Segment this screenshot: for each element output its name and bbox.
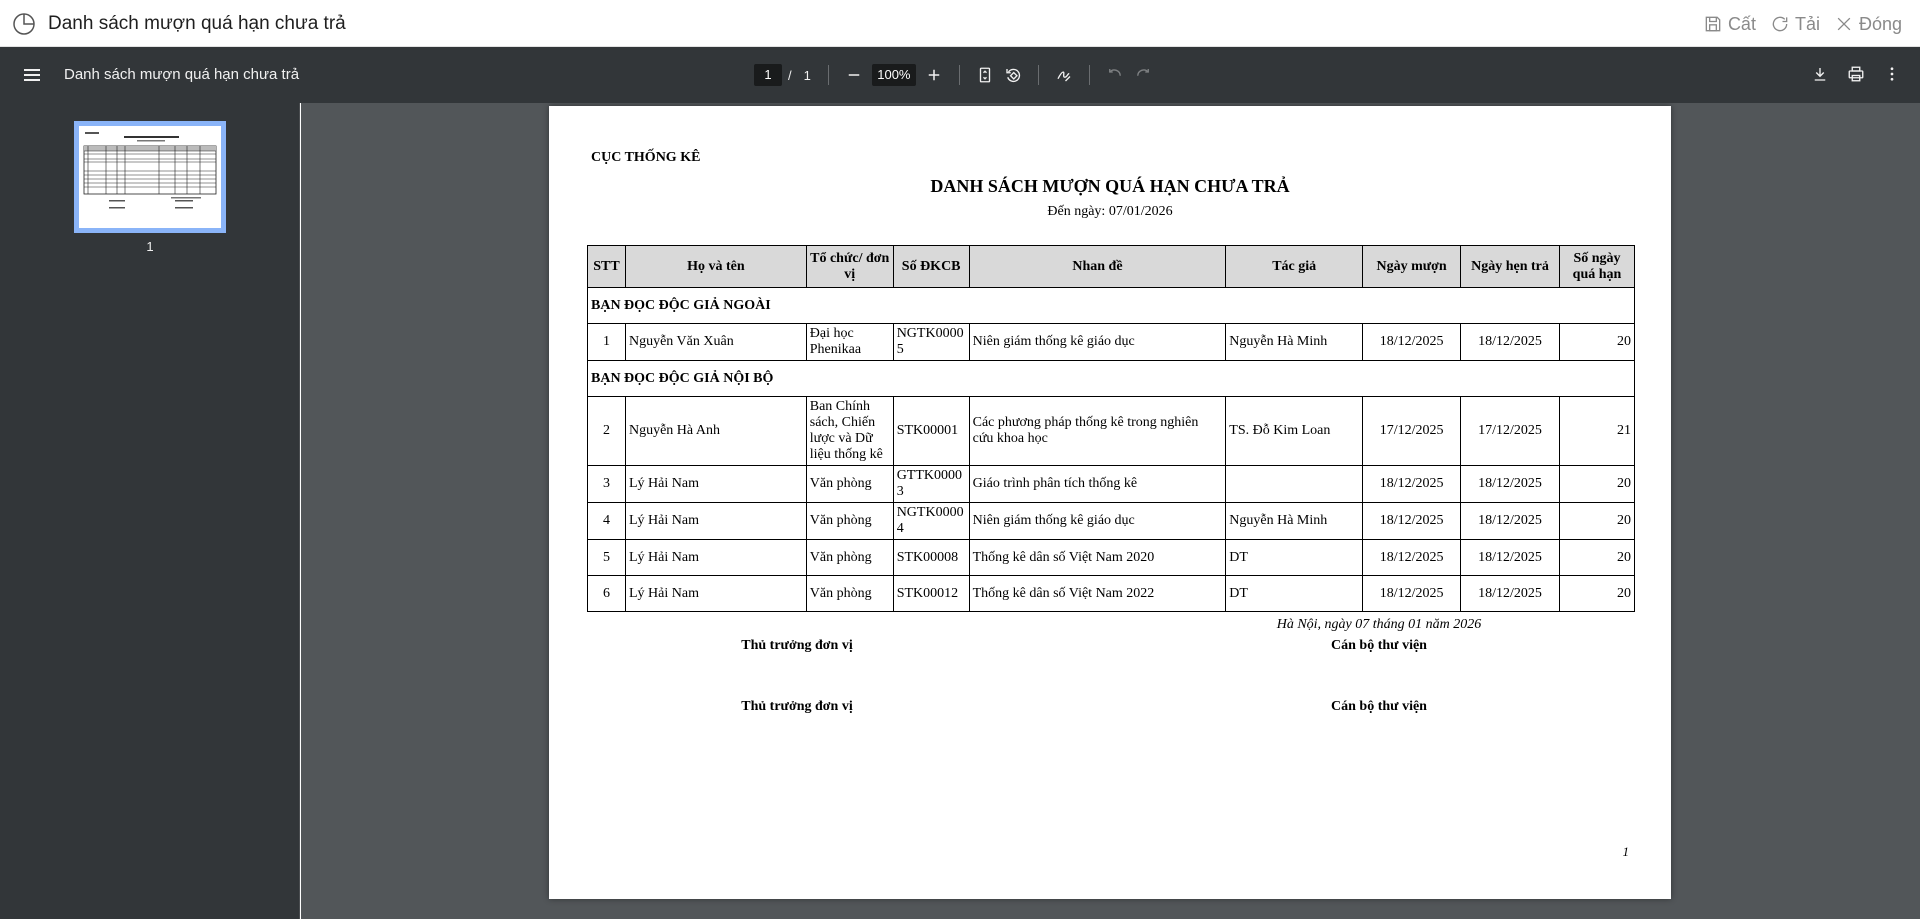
reload-button[interactable]	[1770, 12, 1820, 36]
cell-org: Văn phòng	[806, 540, 893, 576]
page-separator: /	[788, 67, 792, 83]
cell-dkcb: STK00012	[893, 576, 969, 612]
pdf-toolbar	[0, 47, 1920, 103]
cell-overdue-days: 20	[1559, 576, 1634, 612]
group-row	[588, 288, 1635, 324]
undo-icon	[1106, 66, 1124, 84]
thumbnail-preview	[79, 126, 221, 228]
cell-author	[1226, 466, 1363, 503]
table-row	[588, 576, 1635, 612]
thumbnail-image	[79, 126, 221, 228]
cell-overdue-days: 20	[1559, 466, 1634, 503]
zoom-input[interactable]: 100%	[872, 64, 916, 86]
cell-org: Văn phòng	[806, 466, 893, 503]
cell-author: Nguyễn Hà Minh	[1226, 324, 1363, 361]
cell-due-date: 18/12/2025	[1461, 576, 1560, 612]
download-button[interactable]	[1806, 60, 1834, 88]
close-label: Đóng	[1858, 14, 1902, 34]
pdf-page	[549, 106, 1671, 899]
cell-due-date: 18/12/2025	[1461, 324, 1560, 361]
print-button[interactable]	[1842, 60, 1870, 88]
report-date: Đến ngày: 07/01/2026	[1047, 204, 1173, 219]
cell-org: Ban Chính sách, Chiến lược và Dữ liệu thống kê	[806, 397, 893, 466]
app-actions	[1703, 12, 1902, 36]
sign-right-title: Cán bộ thư viện	[1331, 638, 1427, 653]
page-total: 1	[803, 67, 811, 83]
cell-name: Nguyễn Hà Anh	[625, 397, 806, 466]
app-header	[0, 0, 1920, 47]
group-row	[588, 361, 1635, 397]
header-stt: STT	[588, 246, 626, 288]
cell-due-date: 18/12/2025	[1461, 503, 1560, 540]
divider	[959, 65, 960, 85]
fit-page-icon	[976, 66, 994, 84]
save-button[interactable]	[1703, 12, 1756, 36]
menu-icon[interactable]	[20, 63, 44, 87]
cell-name: Lý Hải Nam	[625, 466, 806, 503]
cell-dkcb: STK00008	[893, 540, 969, 576]
cell-overdue-days: 20	[1559, 324, 1634, 361]
sign-date: Hà Nội, ngày 07 tháng 01 năm 2026	[1276, 617, 1482, 632]
cell-title: Giáo trình phân tích thống kê	[969, 466, 1226, 503]
cell-borrow-date: 18/12/2025	[1363, 503, 1461, 540]
table-header-row	[588, 246, 1635, 288]
cell-author: Nguyễn Hà Minh	[1226, 503, 1363, 540]
pie-chart-icon	[12, 12, 36, 36]
cell-stt: 3	[588, 466, 626, 503]
header-overdue-days: Số ngày quá hạn	[1559, 246, 1634, 288]
cell-stt: 6	[588, 576, 626, 612]
cell-due-date: 17/12/2025	[1461, 397, 1560, 466]
print-icon	[1847, 65, 1865, 83]
close-icon	[1834, 14, 1854, 34]
cell-due-date: 18/12/2025	[1461, 540, 1560, 576]
sign-left-name: Thủ trưởng đơn vị	[741, 699, 853, 714]
group-label: BẠN ĐỌC ĐỘC GIẢ NỘI BỘ	[588, 361, 1635, 397]
save-label: Cất	[1727, 14, 1756, 34]
header-org: Tổ chức/ đơn vị	[806, 246, 893, 288]
divider	[1089, 65, 1090, 85]
more-vert-icon	[1883, 65, 1901, 83]
cell-name: Nguyễn Văn Xuân	[625, 324, 806, 361]
table-row	[588, 466, 1635, 503]
document-viewer	[301, 103, 1920, 919]
table-row	[588, 503, 1635, 540]
sign-left-title: Thủ trưởng đơn vị	[741, 638, 853, 653]
thumbnail-page-label: 1	[146, 239, 154, 254]
header-due-date: Ngày hẹn trả	[1461, 246, 1560, 288]
page-number-input[interactable]: 1	[754, 64, 782, 86]
fit-page-button[interactable]	[971, 61, 999, 89]
cell-overdue-days: 20	[1559, 503, 1634, 540]
table-row	[588, 397, 1635, 466]
cell-dkcb: STK00001	[893, 397, 969, 466]
cell-stt: 5	[588, 540, 626, 576]
annotate-button[interactable]	[1050, 61, 1078, 89]
cell-title: Niên giám thống kê giáo dục	[969, 324, 1226, 361]
rotate-button[interactable]	[999, 61, 1027, 89]
redo-button[interactable]	[1129, 61, 1157, 89]
page-thumbnail[interactable]	[74, 121, 226, 233]
cell-stt: 2	[588, 397, 626, 466]
cell-org: Văn phòng	[806, 576, 893, 612]
reload-label: Tải	[1794, 14, 1820, 34]
document-title: Danh sách mượn quá hạn chưa trả	[64, 66, 300, 83]
header-title: Nhan đề	[969, 246, 1226, 288]
cell-name: Lý Hải Nam	[625, 503, 806, 540]
thumbnail-sidebar	[0, 103, 300, 919]
cell-org: Văn phòng	[806, 503, 893, 540]
cell-org: Đại học Phenikaa	[806, 324, 893, 361]
plus-icon	[925, 66, 943, 84]
undo-button[interactable]	[1101, 61, 1129, 89]
rotate-icon	[1004, 66, 1022, 84]
divider	[828, 65, 829, 85]
cell-borrow-date: 18/12/2025	[1363, 540, 1461, 576]
cell-overdue-days: 21	[1559, 397, 1634, 466]
toolbar-right	[1806, 60, 1906, 88]
report-title: DANH SÁCH MƯỢN QUÁ HẠN CHƯA TRẢ	[930, 176, 1290, 196]
cell-dkcb: NGTK00005	[893, 324, 969, 361]
header-dkcb: Số ĐKCB	[893, 246, 969, 288]
header-borrow-date: Ngày mượn	[1363, 246, 1461, 288]
minus-icon	[845, 66, 863, 84]
cell-borrow-date: 18/12/2025	[1363, 324, 1461, 361]
header-author: Tác giả	[1226, 246, 1363, 288]
overdue-table	[587, 245, 1635, 612]
cell-title: Thống kê dân số Việt Nam 2022	[969, 576, 1226, 612]
cell-borrow-date: 18/12/2025	[1363, 466, 1461, 503]
cell-title: Niên giám thống kê giáo dục	[969, 503, 1226, 540]
cell-title: Thống kê dân số Việt Nam 2020	[969, 540, 1226, 576]
cell-title: Các phương pháp thống kê trong nghiên cứu khoa học	[969, 397, 1226, 466]
app-title: Danh sách mượn quá hạn chưa trả	[48, 13, 346, 34]
cell-due-date: 18/12/2025	[1461, 466, 1560, 503]
zoom-out-button[interactable]	[840, 61, 868, 89]
refresh-icon	[1770, 14, 1790, 34]
cell-author: TS. Đỗ Kim Loan	[1226, 397, 1363, 466]
cell-author: DT	[1226, 576, 1363, 612]
page-footer-number: 1	[1622, 844, 1629, 859]
close-button[interactable]	[1834, 12, 1902, 36]
cell-overdue-days: 20	[1559, 540, 1634, 576]
download-icon	[1811, 65, 1829, 83]
table-row	[588, 540, 1635, 576]
save-icon	[1703, 14, 1723, 34]
header-name: Họ và tên	[625, 246, 806, 288]
divider	[1038, 65, 1039, 85]
cell-name: Lý Hải Nam	[625, 540, 806, 576]
cell-borrow-date: 17/12/2025	[1363, 397, 1461, 466]
cell-stt: 4	[588, 503, 626, 540]
group-label: BẠN ĐỌC ĐỘC GIẢ NGOÀI	[588, 288, 1635, 324]
cell-borrow-date: 18/12/2025	[1363, 576, 1461, 612]
cell-author: DT	[1226, 540, 1363, 576]
cell-dkcb: NGTK00004	[893, 503, 969, 540]
sign-right-name: Cán bộ thư viện	[1331, 699, 1427, 714]
organization-name: CỤC THỐNG KÊ	[591, 150, 701, 165]
zoom-in-button[interactable]	[920, 61, 948, 89]
draw-icon	[1055, 66, 1073, 84]
cell-stt: 1	[588, 324, 626, 361]
more-options-button[interactable]	[1878, 60, 1906, 88]
cell-name: Lý Hải Nam	[625, 576, 806, 612]
redo-icon	[1134, 66, 1152, 84]
cell-dkcb: GTTK00003	[893, 466, 969, 503]
table-row	[588, 324, 1635, 361]
toolbar-center	[754, 60, 1157, 90]
